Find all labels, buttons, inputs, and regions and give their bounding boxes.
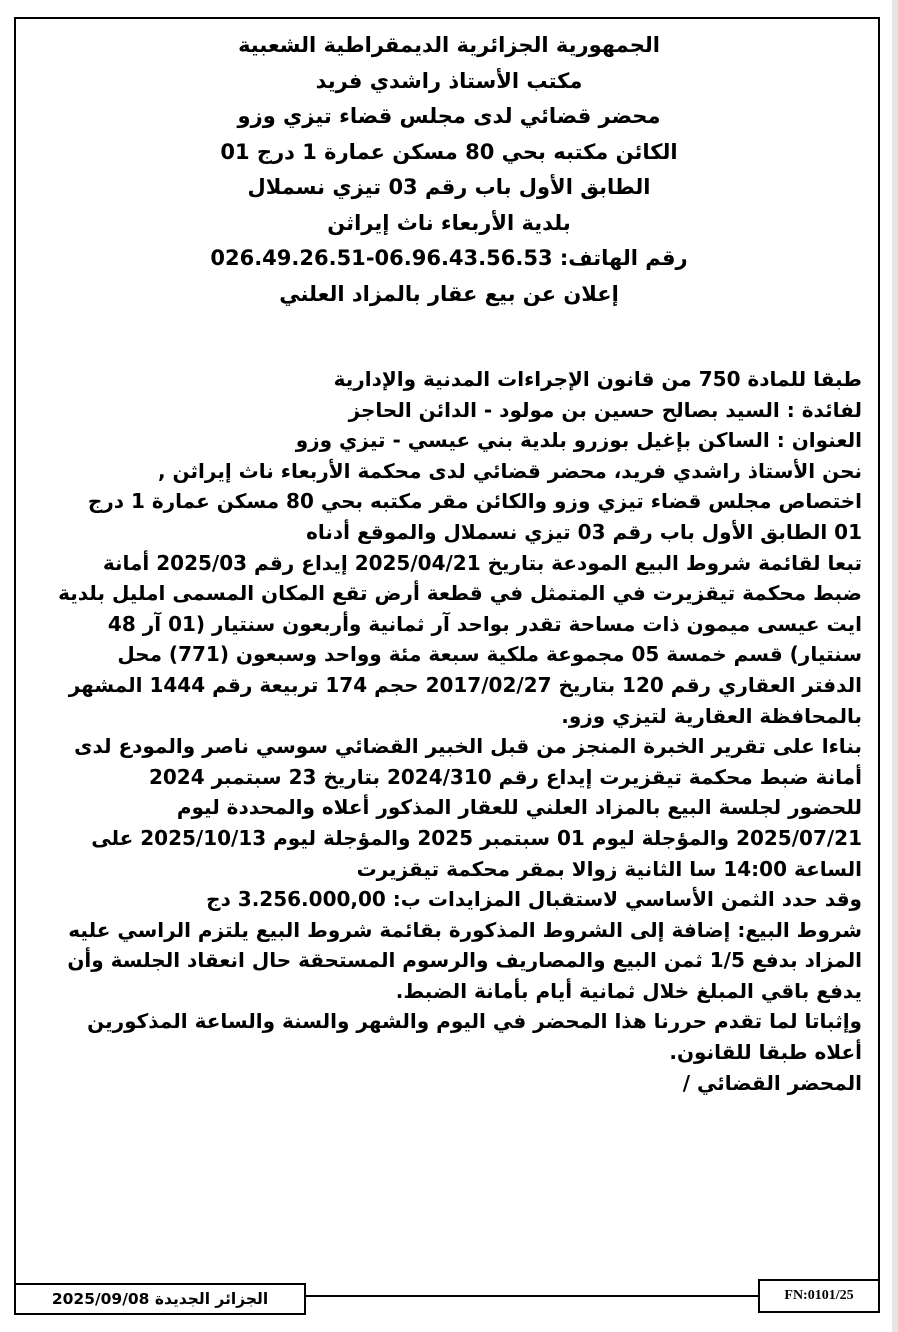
- body-line: اختصاص مجلس قضاء تيزي وزو والكائن مقر مكتبه بحي 80 مسكن عمارة 1 درج: [87, 489, 862, 514]
- office-address-line-2: الطابق الأول باب رقم 03 تيزي نسملال: [247, 175, 651, 199]
- body-line: وإثباتا لما تقدم حررنا هذا المحضر في اليوم والشهر والسنة والساعة المذكورين: [87, 1009, 862, 1034]
- body-line: شروط البيع: إضافة إلى الشروط المذكورة بقائمة شروط البيع يلتزم الراسي عليه: [68, 917, 862, 942]
- office-name: مكتب الأستاذ راشدي فريد: [315, 68, 583, 93]
- publication-stamp: الجزائر الجديدة 2025/09/08: [14, 1283, 306, 1315]
- body-line: يدفع باقي المبلغ خلال ثمانية أيام بأمانة الضبط.: [395, 978, 862, 1003]
- body-line: للحضور لجلسة البيع بالمزاد العلني للعقار المذكور أعلاه والمحددة ليوم: [176, 795, 862, 820]
- body-line: بالمحافظة العقارية لتيزي وزو.: [561, 703, 862, 728]
- page-edge: [892, 0, 898, 1332]
- body-line: 2025/07/21 والمؤجلة ليوم 01 سبتمبر 2025 والمؤجلة ليوم 2025/10/13 على: [91, 825, 862, 850]
- office-address-line-1: الكائن مكتبه بحي 80 مسكن عمارة 1 درج 01: [220, 139, 678, 164]
- signature-line: المحضر القضائي /: [682, 1070, 862, 1095]
- body-line: وقد حدد الثمن الأساسي لاستقبال المزايدات ب: 3.256.000,00 دج: [206, 887, 862, 912]
- body-line: 01 الطابق الأول باب رقم 03 تيزي نسملال والموقع أدناه: [306, 519, 862, 544]
- body-line: العنوان : الساكن بإغيل بوزرو بلدية بني عيسي - تيزي وزو: [295, 428, 862, 453]
- document-header: [0, 28, 898, 312]
- body-line: تبعا لقائمة شروط البيع المودعة بتاريخ 2025/04/21 إيداع رقم 2025/03 أمانة: [102, 550, 862, 575]
- reference-number: FN:0101/25: [758, 1279, 880, 1313]
- body-line: أعلاه طبقا للقانون.: [669, 1040, 862, 1065]
- body-line: طبقا للمادة 750 من قانون الإجراءات المدنية والإدارية: [333, 367, 862, 391]
- country-name: الجمهورية الجزائرية الديمقراطية الشعبية: [238, 33, 660, 57]
- body-line: الساعة 14:00 سا الثانية زوالا بمقر محكمة تيقزيرت: [356, 856, 862, 881]
- body-line: ضبط محكمة تيقزيرت في المتمثل في قطعة أرض تقع المكان المسمى امليل بلدية: [58, 581, 862, 606]
- body-line: بناءا على تقرير الخبرة المنجز من قبل الخبير القضائي سوسي ناصر والمودع لدى: [74, 734, 862, 759]
- phone-numbers: رقم الهاتف: 06.96.43.56.53-026.49.26.51: [210, 246, 688, 270]
- bailiff-title: محضر قضائي لدى مجلس قضاء تيزي وزو: [237, 104, 661, 128]
- body-line: الدفتر العقاري رقم 120 بتاريخ 2017/02/27 حجم 174 تربيعة رقم 1444 المشهر: [68, 672, 862, 697]
- body-line: المزاد بدفع 1/5 ثمن البيع والمصاريف والرسوم المستحقة حال انعقاد الجلسة وأن: [67, 948, 862, 973]
- body-line: نحن الأستاذ راشدي فريد، محضر قضائي لدى محكمة الأربعاء ناث إيراثن ,: [157, 458, 862, 483]
- announcement-body: [26, 364, 862, 1098]
- body-line: ايت عيسى ميمون ذات مساحة تقدر بواحد آر ثمانية وأربعون سنتيار (01 آر 48: [107, 611, 862, 636]
- announcement-title: إعلان عن بيع عقار بالمزاد العلني: [279, 281, 619, 306]
- body-line: لفائدة : السيد بصالح حسين بن مولود - الدائن الحاجز: [348, 397, 862, 422]
- municipality: بلدية الأربعاء ناث إيراثن: [327, 210, 571, 235]
- body-line: أمانة ضبط محكمة تيقزيرت إيداع رقم 2024/310 بتاريخ 23 سبتمبر 2024: [148, 764, 862, 789]
- body-line: سنتيار) قسم خمسة 05 مجموعة ملكية سبعة مئة وواحد وسبعون (771) محل: [117, 642, 862, 667]
